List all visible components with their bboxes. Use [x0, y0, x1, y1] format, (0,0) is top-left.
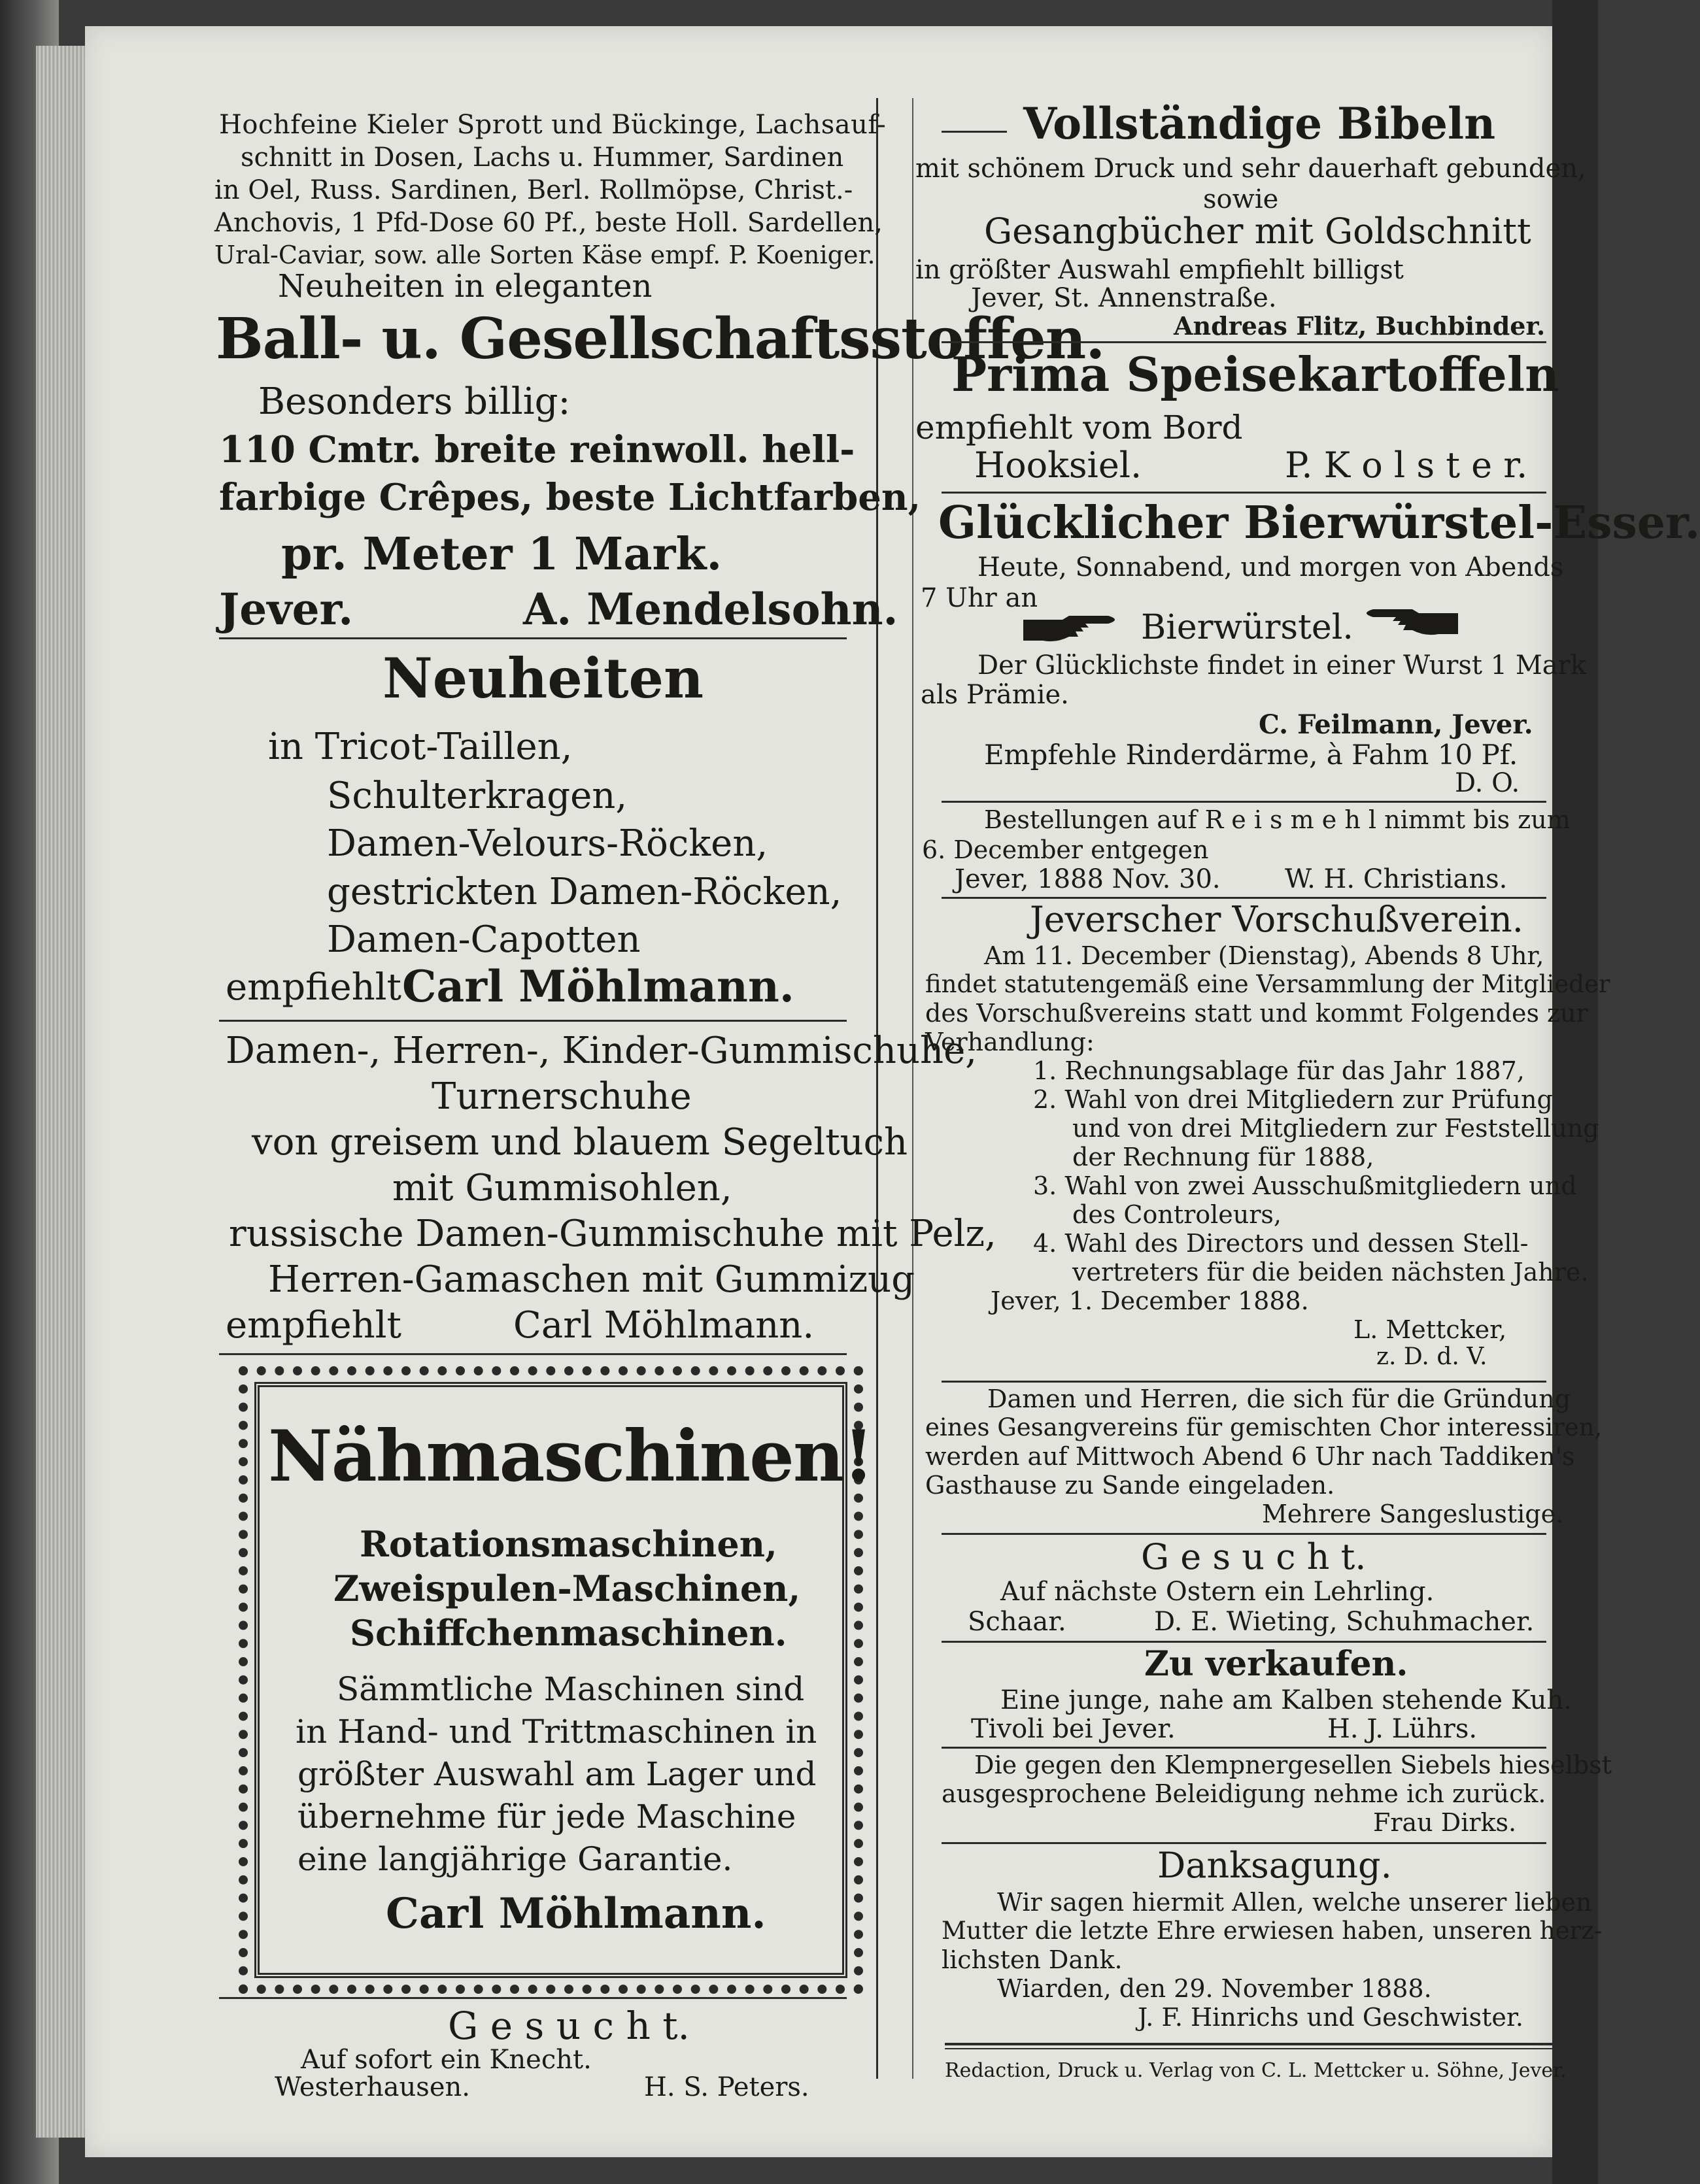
ad-headline: G e s u c h t.: [448, 2004, 690, 2048]
ad-line: Schulterkragen,: [327, 775, 628, 817]
ad-line: Eine junge, nahe am Kalben stehende Kuh.: [1000, 1685, 1572, 1715]
ad-body-line: Sämmtliche Maschinen sind: [337, 1670, 805, 1708]
ad-line: Bestellungen auf R e i s m e h l nimmt bis zum: [984, 805, 1571, 834]
ad-line: findet statutengemäß eine Versammlung der Mitglieder: [925, 970, 1610, 998]
ad-body-line: übernehme für jede Maschine: [298, 1798, 796, 1836]
ad-firm: Andreas Flitz, Buchbinder.: [1174, 311, 1546, 341]
ad-headline: Jeverscher Vorschußverein.: [1030, 899, 1523, 940]
ad-headline: Ball- u. Gesellschaftsstoffen.: [216, 306, 1105, 372]
ad-separator: [942, 1533, 1546, 1535]
ad-firm: Carl Möhlmann.: [402, 961, 794, 1012]
ad-line: Gasthause zu Sande eingeladen.: [925, 1471, 1335, 1500]
scan-background: [1552, 0, 1598, 2184]
ad-line: in Oel, Russ. Sardinen, Berl. Rollmöpse, Christ.-: [214, 175, 853, 205]
ad-sub: Besonders billig:: [258, 380, 571, 423]
ad-line: Die gegen den Klempnergesellen Siebels hieselbst: [974, 1751, 1612, 1779]
ad-name: H. S. Peters.: [644, 2072, 809, 2102]
ad-headline: Nähmaschinen!: [268, 1415, 873, 1498]
ad-place: Schaar.: [968, 1607, 1066, 1637]
ad-line: russische Damen-Gummischuhe mit Pelz,: [229, 1213, 996, 1255]
ad-line: Damen-Velours-Röcken,: [327, 822, 768, 865]
ad-line: des Vorschußvereins statt und kommt Folgendes zur: [925, 999, 1588, 1028]
column-divider-inner: [912, 98, 913, 2079]
agenda-item: vertreters für die beiden nächsten Jahre.: [1072, 1258, 1589, 1286]
ad-separator: [219, 637, 847, 639]
ad-line: Damen und Herren, die sich für die Gründung: [987, 1385, 1571, 1413]
ad-separator: [219, 1997, 847, 1999]
ad-signed: Mehrere Sangeslustige.: [1262, 1500, 1564, 1528]
ad-separator: [942, 1842, 1546, 1844]
ad-recommend: empfiehlt: [226, 1304, 402, 1347]
ad-separator: [219, 1020, 847, 1022]
ad-initials: D. O.: [1455, 768, 1520, 798]
ad-line: Am 11. December (Dienstag), Abends 8 Uhr,: [984, 941, 1544, 970]
ad-separator: [942, 1747, 1546, 1749]
ad-subhead: Schiffchenmaschinen.: [350, 1612, 787, 1654]
ad-headline: Danksagung.: [1157, 1845, 1392, 1886]
ad-line: sowie: [1203, 184, 1279, 214]
ad-line: Herren-Gamaschen mit Gummizug: [268, 1258, 915, 1301]
pointing-hand-left-icon: [1360, 608, 1458, 630]
ad-line: lichsten Dank.: [942, 1945, 1123, 1974]
ad-body-line: größter Auswahl am Lager und: [298, 1755, 817, 1793]
ad-separator: [219, 1353, 847, 1355]
ad-line: Hochfeine Kieler Sprott und Bückinge, Lachsauf-: [219, 110, 887, 140]
ad-name: L. Mettcker,: [1353, 1315, 1507, 1344]
ad-line: gestrickten Damen-Röcken,: [327, 871, 842, 913]
ad-line: Damen-Capotten: [327, 918, 641, 961]
ad-separator: [942, 492, 1546, 494]
ad-line: als Prämie.: [921, 680, 1069, 710]
ad-line: werden auf Mittwoch Abend 6 Uhr nach Taddiken's: [925, 1442, 1575, 1471]
ad-name: H. J. Lührs.: [1327, 1714, 1478, 1744]
ad-place: Westerhausen.: [275, 2072, 470, 2102]
ad-firm: A. Mendelsohn.: [523, 584, 898, 635]
ad-line: Turnerschuhe: [432, 1075, 692, 1118]
ad-line: Damen-, Herren-, Kinder-Gummischuhe,: [226, 1030, 978, 1072]
ad-separator: [942, 1641, 1546, 1643]
ad-line: Verhandlung:: [925, 1028, 1095, 1056]
ad-sub: Gesangbücher mit Goldschnitt: [984, 210, 1531, 252]
ad-separator: [942, 801, 1546, 803]
ad-line: in größter Auswahl empfiehlt billigst: [915, 255, 1404, 285]
ad-line: 110 Cmtr. breite reinwoll. hell-: [219, 428, 855, 471]
agenda-item: 2. Wahl von drei Mitgliedern zur Prüfung: [1033, 1085, 1553, 1114]
footer-rule: [945, 2043, 1559, 2045]
footer-rule-thin: [945, 2048, 1559, 2049]
ad-separator: [942, 1381, 1546, 1383]
ad-separator: [942, 341, 1546, 343]
ad-line: Mutter die letzte Ehre erwiesen haben, unseren herz-: [942, 1917, 1603, 1945]
ad-line: eines Gesangvereins für gemischten Chor interessiren,: [925, 1413, 1603, 1441]
agenda-item: 4. Wahl des Directors und dessen Stell-: [1033, 1229, 1529, 1258]
ad-title: z. D. d. V.: [1376, 1343, 1488, 1370]
ad-line: Anchovis, 1 Pfd-Dose 60 Pf., beste Holl. Sardellen,: [214, 208, 883, 238]
ad-intro: Neuheiten in eleganten: [278, 268, 653, 305]
ad-line: ausgesprochene Beleidigung nehme ich zurück.: [942, 1779, 1546, 1808]
ad-line: 7 Uhr an: [921, 583, 1038, 613]
agenda-item: des Controleurs,: [1072, 1200, 1282, 1229]
ad-line: Heute, Sonnabend, und morgen von Abends: [978, 552, 1564, 582]
ad-place: Jever.: [219, 584, 354, 635]
ad-name: P. K o l s t e r.: [1285, 445, 1528, 486]
ad-line: empfiehlt vom Bord: [915, 409, 1243, 446]
ad-names: J. F. Hinrichs und Geschwister.: [1138, 2003, 1523, 2032]
ad-recommend: empfiehlt: [226, 966, 402, 1009]
ad-firm: C. Feilmann, Jever.: [1259, 709, 1533, 740]
imprint: Redaction, Druck u. Verlag von C. L. Mettcker u. Söhne, Jever.: [945, 2059, 1567, 2082]
ad-line: Jever, St. Annenstraße.: [971, 283, 1277, 313]
ad-price: pr. Meter 1 Mark.: [281, 528, 722, 580]
ad-line: 6. December entgegen: [922, 835, 1209, 864]
ad-firm: Carl Möhlmann.: [386, 1889, 766, 1938]
ad-line: farbige Crêpes, beste Lichtfarben,: [219, 476, 921, 519]
ad-subhead: Zweispulen-Maschinen,: [333, 1568, 801, 1609]
ad-headline: Vollständige Bibeln: [1023, 98, 1496, 149]
ad-line: von greisem und blauem Segeltuch: [252, 1121, 908, 1164]
ad-headline: Prima Speisekartoffeln: [951, 346, 1559, 402]
ad-line: mit Gummisohlen,: [392, 1167, 732, 1209]
ad-line: Ural-Caviar, sow. alle Sorten Käse empf. P. Koeniger.: [214, 241, 876, 269]
ad-date: Wiarden, den 29. November 1888.: [997, 1974, 1432, 2003]
ad-headline: Neuheiten: [382, 646, 704, 711]
ad-center: Bierwürstel.: [1141, 608, 1353, 647]
pointing-hand-right-icon: [1023, 614, 1121, 637]
ad-line: mit schönem Druck und sehr dauerhaft gebunden,: [915, 154, 1586, 184]
agenda-item: 1. Rechnungsablage für das Jahr 1887,: [1033, 1056, 1525, 1085]
ad-line: Auf sofort ein Knecht.: [301, 2045, 592, 2075]
ad-body-line: eine langjährige Garantie.: [298, 1840, 733, 1878]
ad-subhead: Rotationsmaschinen,: [360, 1523, 777, 1565]
ad-headline: G e s u c h t.: [1141, 1536, 1367, 1577]
agenda-item: 3. Wahl von zwei Ausschußmitgliedern und: [1033, 1171, 1577, 1200]
ad-body-line: in Hand- und Trittmaschinen in: [296, 1713, 817, 1751]
ad-date: Jever, 1. December 1888.: [991, 1286, 1309, 1315]
ad-rule: [942, 131, 1007, 133]
ad-line: Der Glücklichste findet in einer Wurst 1 Mark: [978, 650, 1586, 680]
agenda-item: und von drei Mitgliedern zur Feststellung: [1072, 1114, 1599, 1143]
ad-name: D. E. Wieting, Schuhmacher.: [1154, 1607, 1535, 1637]
ad-name: Frau Dirks.: [1373, 1808, 1517, 1837]
ad-line: in Tricot-Taillen,: [268, 726, 573, 768]
ad-place: Jever, 1888 Nov. 30.: [955, 864, 1221, 894]
ad-line: schnitt in Dosen, Lachs u. Hummer, Sardinen: [241, 143, 844, 173]
ad-line: Wir sagen hiermit Allen, welche unserer lieben: [997, 1888, 1592, 1917]
ad-firm: Carl Möhlmann.: [513, 1304, 815, 1347]
agenda-item: der Rechnung für 1888,: [1072, 1143, 1374, 1171]
ad-place: Tivoli bei Jever.: [971, 1714, 1176, 1744]
ad-place: Hooksiel.: [974, 445, 1142, 486]
ad-headline: Glücklicher Bierwürstel-Esser.: [938, 497, 1700, 549]
column-divider: [876, 98, 878, 2079]
ad-name: W. H. Christians.: [1285, 864, 1508, 894]
ad-line: Empfehle Rinderdärme, à Fahm 10 Pf.: [984, 739, 1518, 771]
ad-line: Auf nächste Ostern ein Lehrling.: [1000, 1577, 1435, 1607]
ad-headline: Zu verkaufen.: [1144, 1644, 1408, 1684]
